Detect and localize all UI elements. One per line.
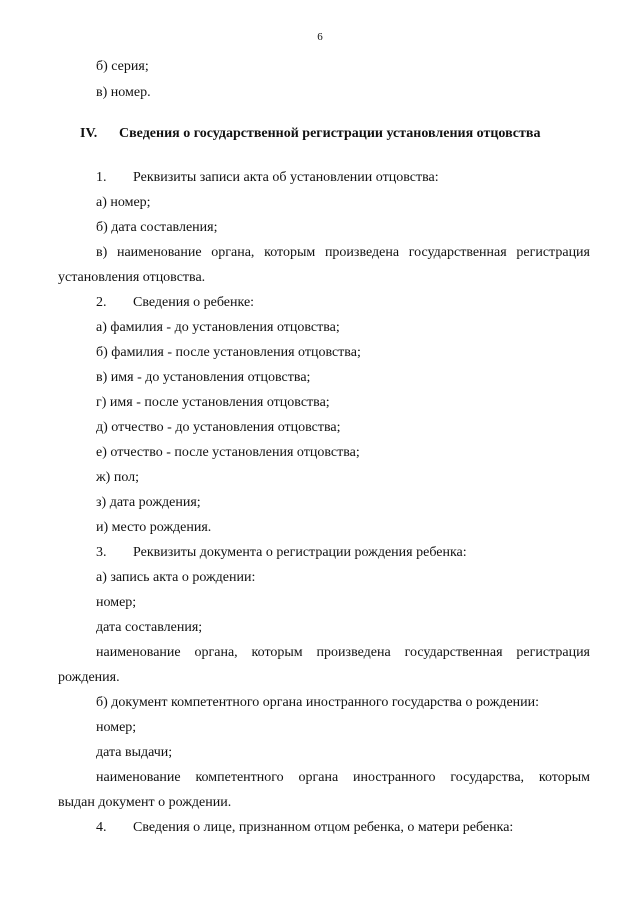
section-title: Сведения о государственной регистрации установления отцовства — [119, 126, 541, 141]
text-line: в) номер. — [96, 85, 151, 100]
text-line: и) место рождения. — [96, 520, 212, 535]
item-text: Реквизиты документа о регистрации рождения ребенка: — [133, 545, 467, 560]
text-line: б) серия; — [96, 59, 149, 74]
item-text: Реквизиты записи акта об установлении отцовства: — [133, 170, 439, 185]
text-line: наименование органа, которым произведена государственная регистрация — [96, 645, 590, 660]
numbered-item — [96, 819, 513, 837]
text-line: б) документ компетентного органа иностранного государства о рождении: — [96, 695, 540, 710]
page-number: 6 — [317, 31, 323, 43]
text-line: ж) пол; — [96, 470, 140, 485]
section-heading — [80, 125, 540, 143]
text-line: номер; — [96, 595, 137, 610]
item-number: 3. — [96, 545, 107, 560]
text-line: а) запись акта о рождении: — [96, 570, 256, 585]
text-line: установления отцовства. — [58, 270, 206, 285]
item-number: 1. — [96, 170, 107, 185]
text-line: б) дата составления; — [96, 220, 218, 235]
text-line: а) номер; — [96, 195, 151, 210]
item-number: 4. — [96, 820, 107, 835]
text-line: а) фамилия - до установления отцовства; — [96, 320, 340, 335]
item-text: Сведения о лице, признанном отцом ребенка, о матери ребенка: — [133, 820, 514, 835]
text-line: дата выдачи; — [96, 745, 173, 760]
text-line: е) отчество - после установления отцовства; — [96, 445, 360, 460]
numbered-item — [96, 544, 467, 562]
section-number: IV. — [80, 126, 98, 141]
text-line: в) наименование органа, которым произведена государственная регистрация — [96, 245, 590, 260]
text-line: в) имя - до установления отцовства; — [96, 370, 311, 385]
text-line: д) отчество - до установления отцовства; — [96, 420, 341, 435]
text-line: дата составления; — [96, 620, 203, 635]
text-line: г) имя - после установления отцовства; — [96, 395, 330, 410]
text-line: з) дата рождения; — [96, 495, 201, 510]
numbered-item — [96, 169, 439, 187]
text-line: б) фамилия - после установления отцовства; — [96, 345, 361, 360]
numbered-item — [96, 294, 254, 312]
text-line: номер; — [96, 720, 137, 735]
item-number: 2. — [96, 295, 107, 310]
item-text: Сведения о ребенке: — [133, 295, 255, 310]
text-line: наименование компетентного органа иностранного государства, которым — [96, 770, 590, 785]
text-line: рождения. — [58, 670, 120, 685]
text-line: выдан документ о рождении. — [58, 795, 232, 810]
